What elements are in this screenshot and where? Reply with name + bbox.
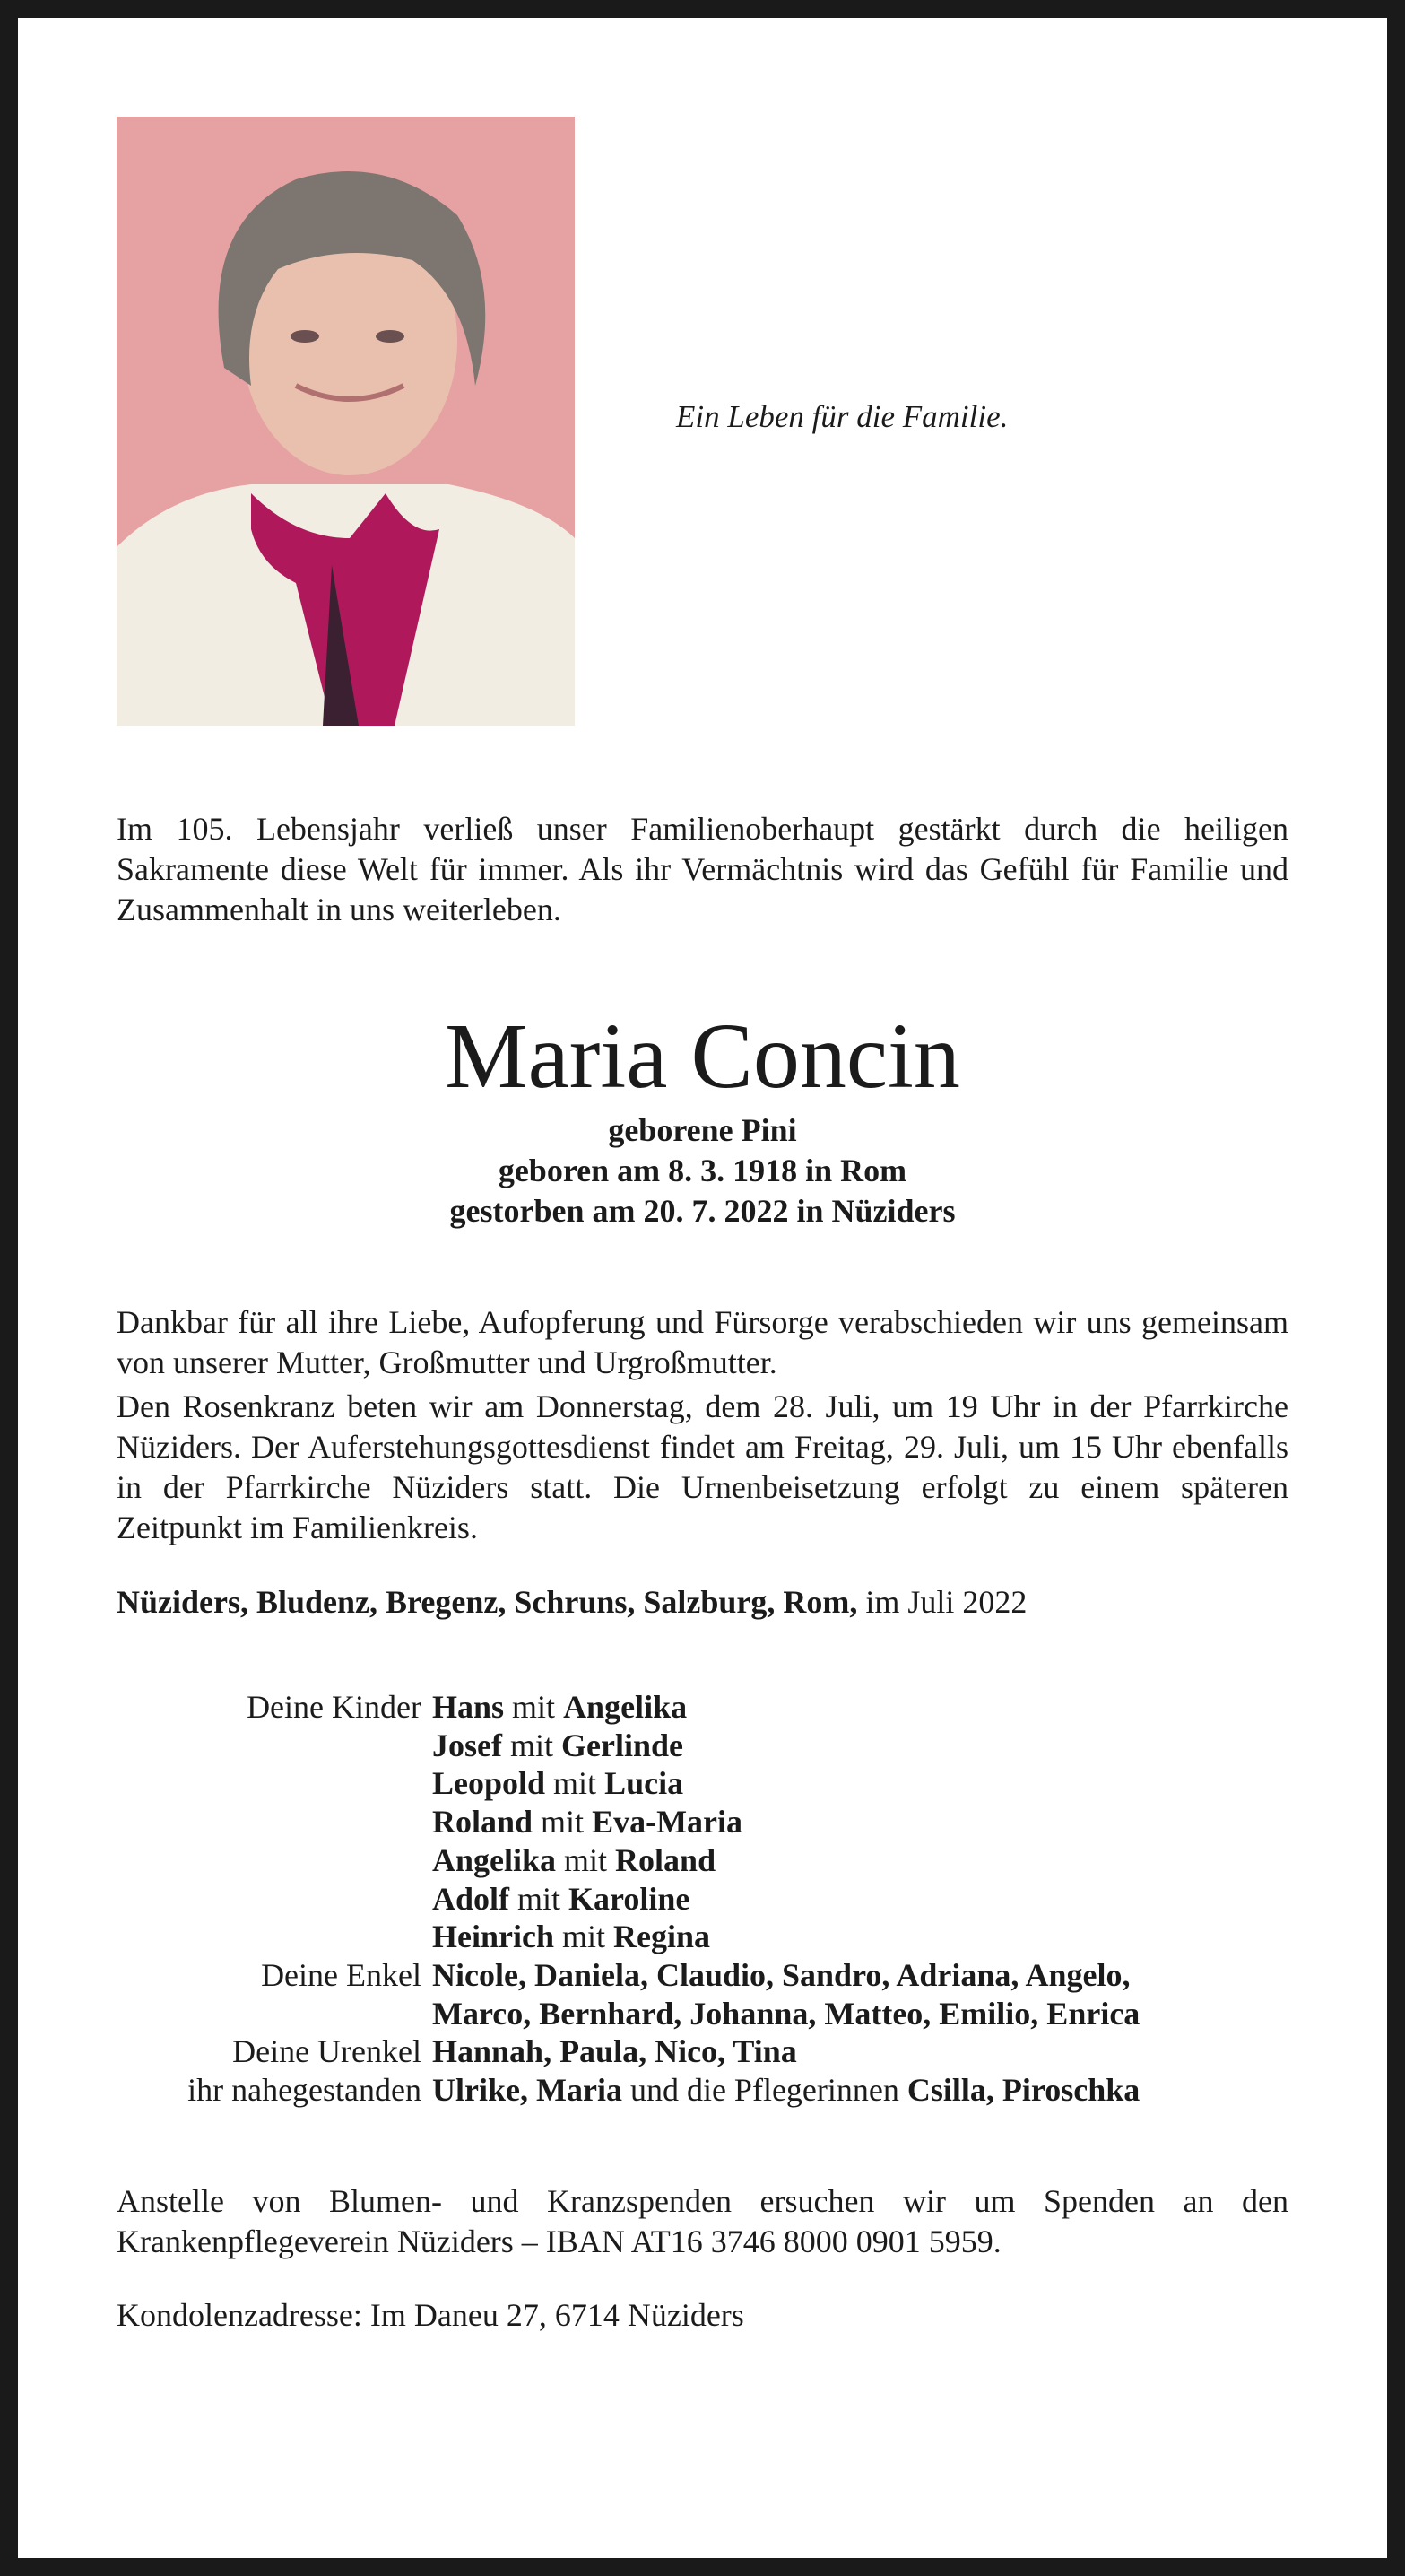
partner-name: Regina [613,1919,710,1955]
relation-label [117,1764,432,1803]
carer-names: Csilla, Piroschka [906,2072,1140,2109]
names [432,1727,683,1765]
mit-word: mit [517,1880,561,1917]
mit-word: mit [553,1765,597,1802]
relation-label: Deine Enkel [261,1956,421,1993]
names [432,1956,1130,1995]
places-line [117,1582,1288,1623]
life-dates [18,1110,1387,1231]
obituary-page [18,18,1387,2558]
names [432,1803,742,1841]
names [432,1880,689,1919]
partner-name: Lucia [604,1765,684,1802]
date: im Juli 2022 [865,1584,1028,1620]
motto: Ein Leben für die Familie. [676,399,1009,434]
great-grandchildren-row [117,2032,1140,2071]
child-name: Hans [432,1689,505,1725]
close-persons-row [117,2071,1140,2110]
birth-name: geborene Pini [608,1112,797,1148]
mit-word: mit [512,1689,556,1725]
places: Nüziders, Bludenz, Bregenz, Schruns, Salzburg, Rom, [117,1584,858,1620]
child-row [117,1918,1140,1956]
names [432,2032,797,2071]
thanks-and-services [117,1302,1288,1623]
child-row [117,1764,1140,1803]
relation-label [117,1918,432,1956]
relation-label: Deine Kinder [247,1689,421,1725]
great-grandchildren-names: Hannah, Paula, Nico, Tina [432,2033,797,2070]
grandchildren-row [117,1995,1140,2033]
relation-label [117,1841,432,1880]
portrait-photo [117,117,575,726]
partner-name: Eva-Maria [592,1804,743,1841]
child-name: Josef [432,1727,502,1763]
condolence-address: Kondolenzadresse: Im Daneu 27, 6714 Nüziders [117,2297,744,2333]
child-name: Angelika [432,1841,557,1878]
grandchildren-names: Marco, Bernhard, Johanna, Matteo, Emilio, Enrica [432,1995,1140,2032]
close-names: Ulrike, Maria [432,2072,622,2109]
names [432,1918,710,1956]
mit-word: mit [541,1804,585,1841]
relation-label [117,1880,432,1919]
names [432,1764,683,1803]
child-name: Heinrich [432,1919,554,1955]
partner-name: Gerlinde [561,1727,683,1763]
relation-label [117,1995,432,2033]
child-name: Adolf [432,1880,510,1917]
relation-label: ihr nahegestanden [187,2072,421,2109]
grandchildren-names: Nicole, Daniela, Claudio, Sandro, Adriana, Angelo, [432,1956,1131,1993]
names [432,1995,1140,2033]
birth-date: geboren am 8. 3. 1918 in Rom [498,1153,907,1188]
child-name: Leopold [432,1765,546,1802]
names [432,1841,716,1880]
donation-text: Anstelle von Blumen- und Kranzspenden ersuchen wir um Spenden an den Krankenpflegeverein Nüziders – IBAN AT16 3746 8000 0901 5959. [117,2183,1288,2259]
death-date: gestorben am 20. 7. 2022 in Nüziders [449,1193,956,1229]
relation-label [117,1727,432,1765]
names [432,1688,687,1727]
deceased-name: Maria Concin [445,1005,960,1108]
child-row [117,1688,1140,1727]
family-list [117,1688,1140,2110]
child-row [117,1727,1140,1765]
mit-word: mit [561,1919,605,1955]
child-row [117,1880,1140,1919]
services-text: Den Rosenkranz beten wir am Donnerstag, dem 28. Juli, um 19 Uhr in der Pfarrkirche Nüziders. Der Auferstehungsgottesdienst findet am Freitag, 29. Juli, um 15 Uhr ebenfalls in der Pfarrkirche Nüziders statt. Die Urnenbeisetzung erfolgt zu einem späteren Zeitpunkt im Familienkreis. [117,1388,1288,1545]
names [432,2071,1140,2110]
mit-word: mit [509,1727,553,1763]
partner-name: Roland [615,1841,716,1878]
relation-label [117,1803,432,1841]
child-row [117,1803,1140,1841]
child-row [117,1841,1140,1880]
relation-label: Deine Urenkel [232,2033,421,2070]
grandchildren-row [117,1956,1140,1995]
thanks-text: Dankbar für all ihre Liebe, Aufopferung und Fürsorge verabschieden wir uns gemeinsam von unserer Mutter, Großmutter und Urgroßmutter. [117,1304,1288,1380]
child-name: Roland [432,1804,533,1841]
mit-word: mit [564,1841,608,1878]
partner-name: Karoline [568,1880,690,1917]
partner-name: Angelika [563,1689,688,1725]
carers-text: und die Pflegerinnen [629,2072,899,2109]
intro-text: Im 105. Lebensjahr verließ unser Familienoberhaupt gestärkt durch die heiligen Sakramente diese Welt für immer. Als ihr Vermächtnis wird das Gefühl für Familie und Zusammenhalt in uns weiterleben. [117,811,1288,927]
